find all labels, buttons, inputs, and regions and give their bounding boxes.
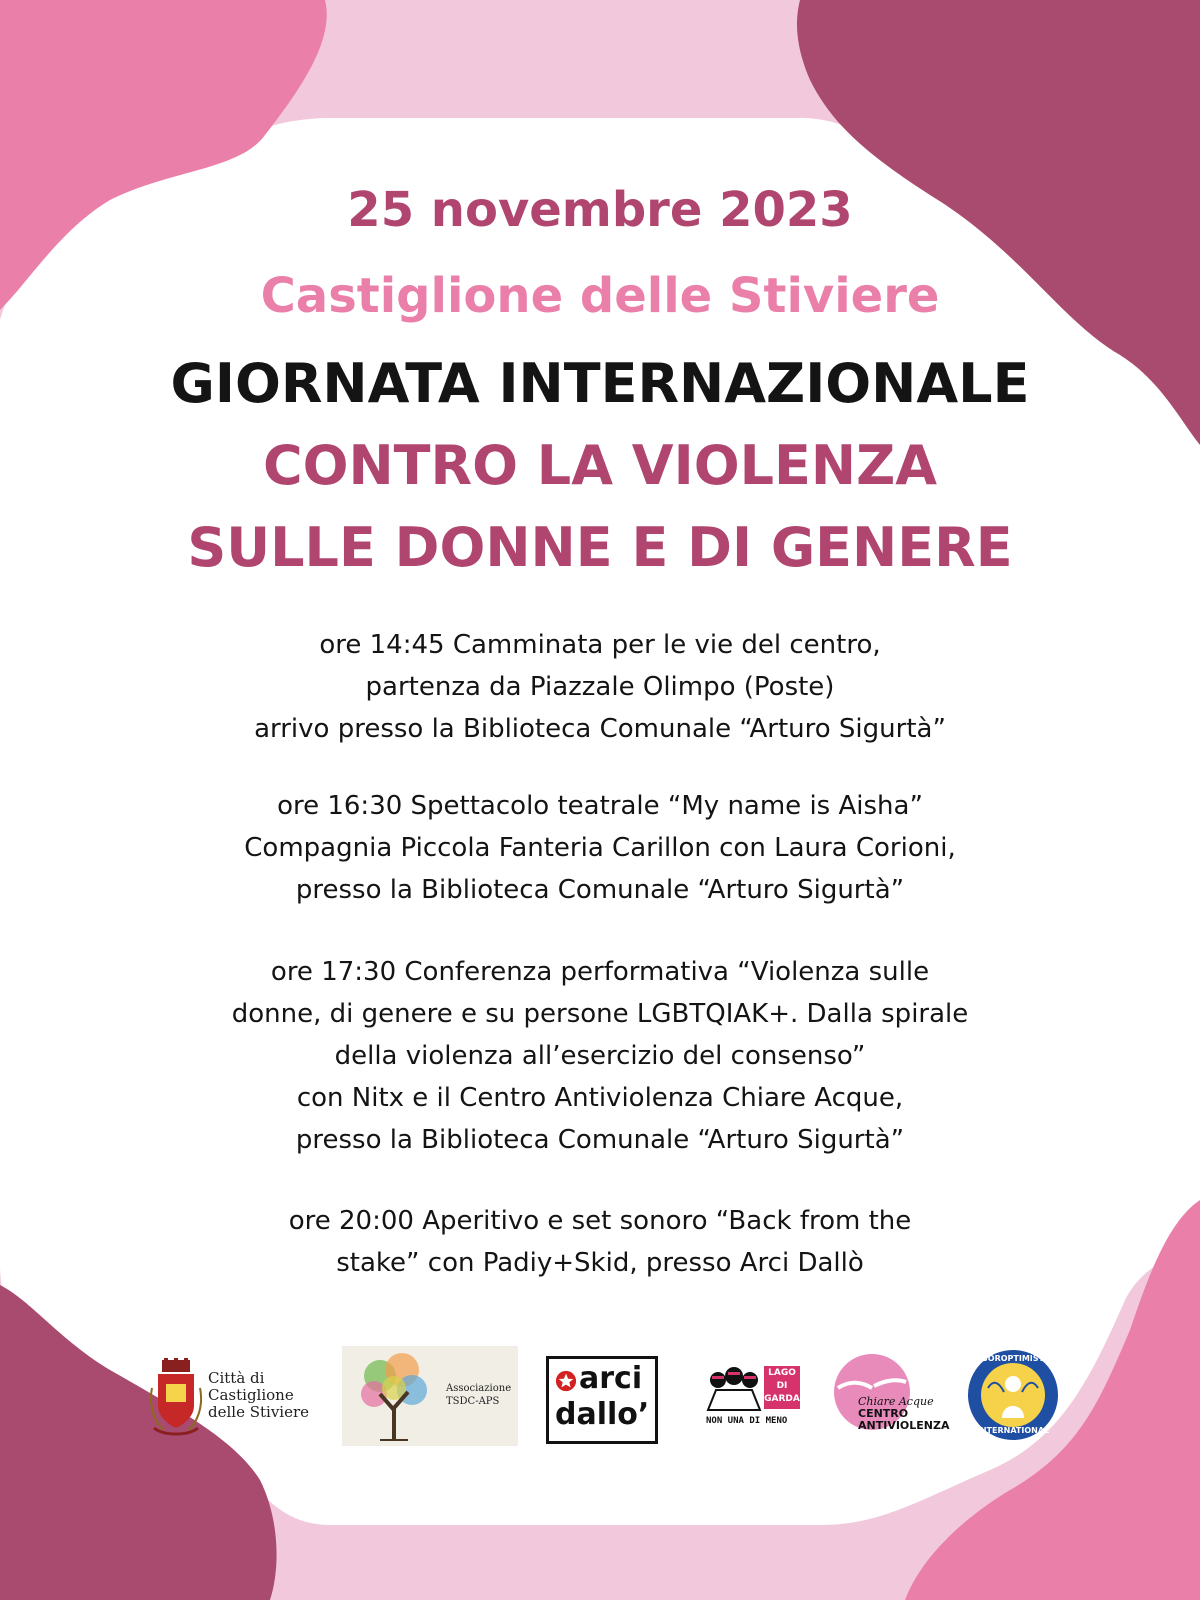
title-line-2: CONTRO LA VIOLENZA <box>262 434 938 497</box>
program-line: stake” con Padiy+Skid, presso Arci Dallò <box>336 1248 864 1278</box>
arci-line-1: arci <box>579 1361 643 1396</box>
program-line: ore 17:30 Conferenza performativa “Violenza sulle <box>270 957 930 987</box>
logo-non-una-di-meno <box>706 1366 810 1440</box>
program-line: ore 20:00 Aperitivo e set sonoro “Back from the <box>288 1206 912 1236</box>
nudm-badge-line-2: DI <box>776 1381 788 1391</box>
nudm-badge-line-1: LAGO <box>768 1368 796 1378</box>
logo-chiare-acque <box>832 1352 952 1452</box>
nudm-badge-line-3: GARDA <box>764 1394 800 1404</box>
nudm-text: NON UNA DI MENO <box>706 1416 788 1426</box>
program-line: ore 16:30 Spettacolo teatrale “My name is Aisha” <box>277 791 923 821</box>
event-city: Castiglione delle Stiviere <box>260 268 940 324</box>
comune-line-3: delle Stiviere <box>208 1403 310 1421</box>
logo-arci-dallo <box>546 1356 658 1444</box>
program-line: con Nitx e il Centro Antiviolenza Chiare Acque, <box>296 1083 904 1113</box>
program-line: della violenza all’esercizio del consenso” <box>334 1041 866 1071</box>
logo-associazione-tsdc <box>342 1346 518 1446</box>
event-date: 25 novembre 2023 <box>347 182 853 238</box>
chiare-acque-line-2: CENTRO <box>858 1407 909 1420</box>
associazione-line-1: Associazione <box>446 1383 512 1394</box>
program-line: Compagnia Piccola Fanteria Carillon con Laura Corioni, <box>244 833 956 863</box>
nudm-badge <box>764 1366 800 1409</box>
title-line-1: GIORNATA INTERNAZIONALE <box>170 352 1030 415</box>
logo-comune-castiglione <box>150 1356 310 1446</box>
coat-of-arms-icon <box>150 1358 202 1442</box>
soroptimist-bottom-text: INTERNATIONAL <box>976 1426 1050 1435</box>
comune-line-1: Città di <box>208 1369 265 1387</box>
program-line: presso la Biblioteca Comunale “Arturo Sigurtà” <box>295 1125 905 1155</box>
star-icon <box>555 1370 577 1392</box>
soroptimist-top-text: SOROPTIMIST <box>982 1354 1044 1363</box>
arci-line-2: dallo’ <box>555 1397 650 1432</box>
program-line: partenza da Piazzale Olimpo (Poste) <box>365 672 835 702</box>
women-silhouettes-icon <box>706 1366 762 1412</box>
program-line: presso la Biblioteca Comunale “Arturo Sigurtà” <box>295 875 905 905</box>
comune-line-2: Castiglione <box>208 1386 294 1404</box>
chiare-acque-line-3: ANTIVIOLENZA <box>858 1419 950 1432</box>
logo-soroptimist <box>966 1348 1060 1442</box>
associazione-line-2: TSDC-APS <box>446 1396 500 1407</box>
chiare-acque-line-1: Chiare Acque <box>858 1395 934 1408</box>
program-line: ore 14:45 Camminata per le vie del centro, <box>319 630 881 660</box>
title-line-3: SULLE DONNE E DI GENERE <box>187 516 1013 579</box>
program-line: donne, di genere e su persone LGBTQIAK+. Dalla spirale <box>231 999 969 1029</box>
tree-icon <box>350 1348 440 1444</box>
program-line: arrivo presso la Biblioteca Comunale “Arturo Sigurtà” <box>254 714 946 744</box>
sponsor-logos <box>0 1350 1200 1460</box>
